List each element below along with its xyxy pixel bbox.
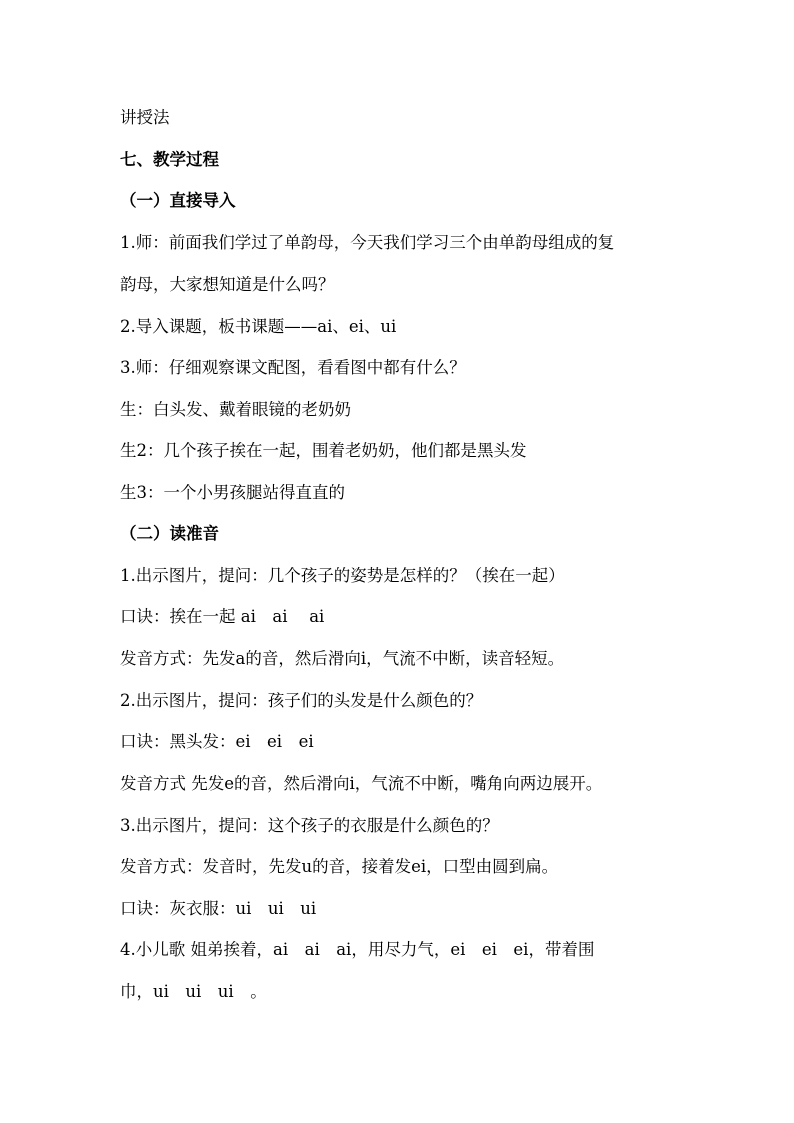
text-line-teaching-method: 讲授法 xyxy=(120,108,170,127)
paragraph-line: 口诀：黑头发：ei ei ei xyxy=(120,732,314,751)
subsection-heading-read-sounds: （二）读准音 xyxy=(120,524,219,543)
paragraph-line: 口诀：灰衣服：ui ui ui xyxy=(120,899,317,918)
paragraph-line: 2.导入课题，板书课题——ai、ei、ui xyxy=(120,317,397,336)
paragraph-line: 生：白头发、戴着眼镜的老奶奶 xyxy=(120,400,351,419)
paragraph-line: 口诀：挨在一起 ai ai ai xyxy=(120,607,325,626)
paragraph-line: 3.出示图片，提问：这个孩子的衣服是什么颜色的？ xyxy=(120,816,499,835)
subsection-heading-direct-intro: （一）直接导入 xyxy=(120,191,236,210)
paragraph-line: 韵母，大家想知道是什么吗？ xyxy=(120,275,335,294)
paragraph-line: 生3：一个小男孩腿站得直直的 xyxy=(120,483,345,502)
paragraph-line: 1.出示图片，提问：几个孩子的姿势是怎样的？（挨在一起） xyxy=(120,566,565,585)
paragraph-line: 发音方式：发音时，先发u的音，接着发ei，口型由圆到扁。 xyxy=(120,857,559,876)
paragraph-line: 3.师：仔细观察课文配图，看看图中都有什么？ xyxy=(120,358,466,377)
section-heading-teaching-process: 七、教学过程 xyxy=(120,150,219,169)
paragraph-line: 2.出示图片，提问：孩子们的头发是什么颜色的？ xyxy=(120,691,483,710)
paragraph-line: 4.小儿歌 姐弟挨着，ai ai ai，用尽力气，ei ei ei，带着围 xyxy=(120,940,595,959)
paragraph-line: 1.师：前面我们学过了单韵母，今天我们学习三个由单韵母组成的复 xyxy=(120,233,615,252)
paragraph-line: 发音方式：先发a的音，然后滑向i，气流不中断，读音轻短。 xyxy=(120,649,565,668)
paragraph-line: 巾，ui ui ui 。 xyxy=(120,982,267,1001)
paragraph-line: 生2：几个孩子挨在一起，围着老奶奶，他们都是黑头发 xyxy=(120,441,527,460)
paragraph-line: 发音方式 先发e的音，然后滑向i，气流不中断，嘴角向两边展开。 xyxy=(120,774,603,793)
